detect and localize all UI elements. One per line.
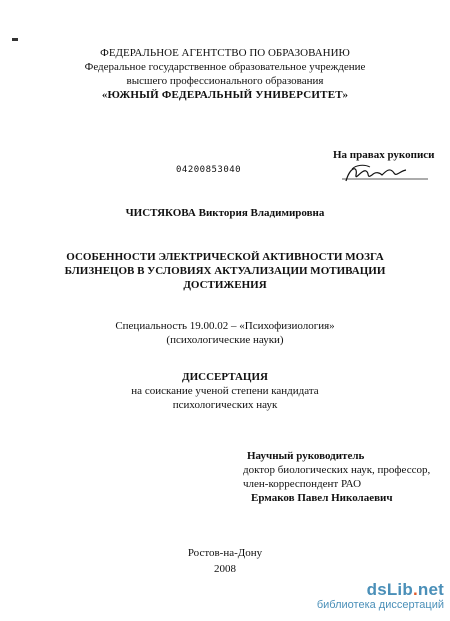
dslib-subtitle: библиотека диссертаций (316, 599, 444, 611)
title-line: ДОСТИЖЕНИЯ (183, 279, 267, 291)
title-line: БЛИЗНЕЦОВ В УСЛОВИЯХ АКТУАЛИЗАЦИИ МОТИВАЦИИ (64, 265, 386, 277)
university-name: «ЮЖНЫЙ ФЕДЕРАЛЬНЫЙ УНИВЕРСИТЕТ» (101, 89, 349, 101)
author-name: ЧИСТЯКОВА Виктория Владимировна (125, 207, 325, 219)
logo-left: dsLib (366, 580, 413, 599)
dissertation-block (0, 370, 450, 412)
logo-dot: . (412, 580, 418, 599)
specialty-line: Специальность 19.00.02 – «Психофизиология» (115, 320, 335, 332)
dissertation-title (0, 250, 450, 292)
supervisor-block (243, 449, 430, 505)
dslib-watermark[interactable] (317, 580, 444, 611)
dslib-logo[interactable] (317, 580, 444, 600)
title-line: ОСОБЕННОСТИ ЭЛЕКТРИЧЕСКОЙ АКТИВНОСТИ МОЗГА (66, 251, 384, 263)
year: 2008 (214, 563, 236, 575)
scan-mark (12, 38, 18, 41)
degree-line: на соискание ученой степени кандидата (131, 385, 319, 397)
signature-icon (336, 161, 431, 185)
supervisor-name: Ермаков Павел Николаевич (251, 492, 393, 504)
supervisor-label: Научный руководитель (247, 450, 365, 462)
degree-field: психологических наук (172, 399, 278, 411)
education-level: высшего профессионального образования (126, 75, 324, 87)
city: Ростов-на-Дону (187, 547, 263, 559)
manuscript-note: На правах рукописи (333, 149, 435, 161)
institution-header (0, 46, 450, 102)
science-branch: (психологические науки) (166, 334, 284, 346)
logo-right: net (417, 580, 444, 599)
specialty-block (0, 319, 450, 347)
dissertation-heading: ДИССЕРТАЦИЯ (182, 371, 268, 383)
catalog-code: 04200853040 (176, 165, 242, 175)
institution-type: Федеральное государственное образовательное учреждение (84, 61, 366, 73)
supervisor-position: член-корреспондент РАО (243, 478, 362, 490)
agency-name: ФЕДЕРАЛЬНОЕ АГЕНТСТВО ПО ОБРАЗОВАНИЮ (100, 47, 350, 59)
imprint (0, 545, 450, 577)
supervisor-degree: доктор биологических наук, профессор, (243, 464, 431, 476)
